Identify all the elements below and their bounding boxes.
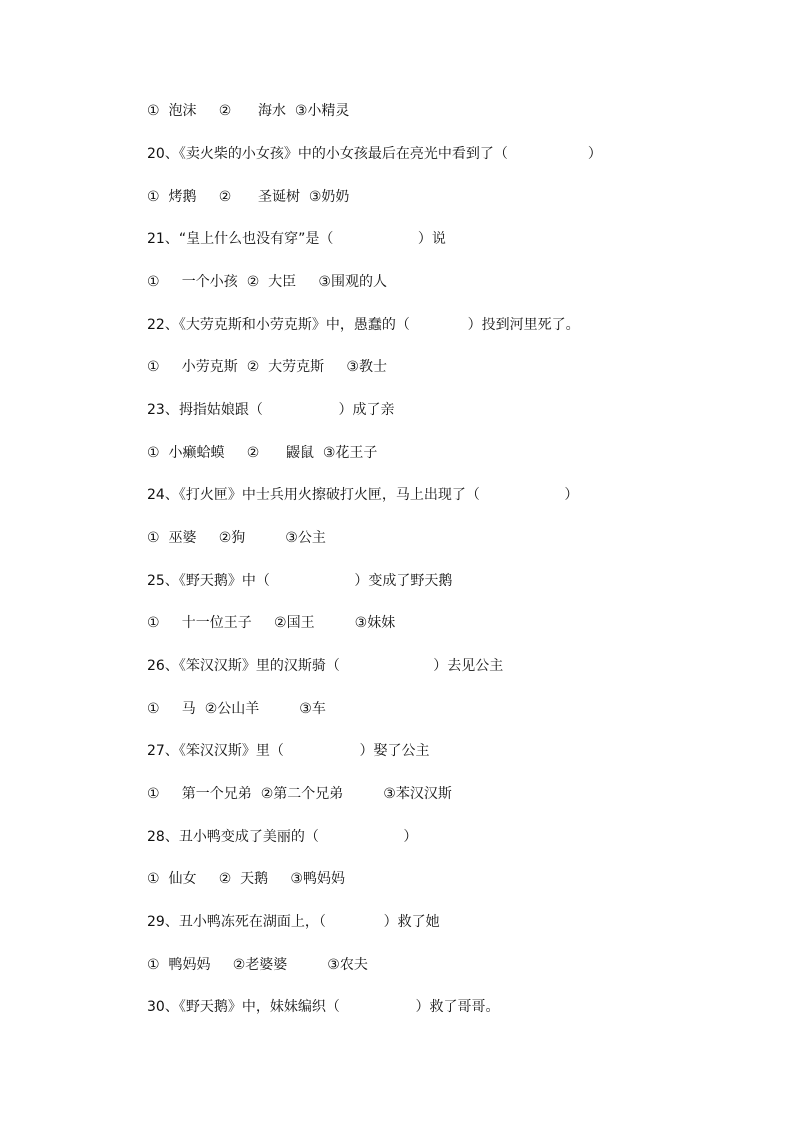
question-28: 28、丑小鸭变成了美丽的（ ） xyxy=(147,829,418,845)
answer-options-24: ① 巫婆 ②狗 ③公主 xyxy=(147,530,326,546)
question-24: 24、《打火匣》中士兵用火擦破打火匣，马上出现了（ ） xyxy=(147,487,579,503)
answer-options-21: ① 一个小孩 ② 大臣 ③围观的人 xyxy=(147,274,387,290)
answer-options-29: ① 鸭妈妈 ②老婆婆 ③农夫 xyxy=(147,957,368,973)
answer-options-28: ① 仙女 ② 天鹅 ③鸭妈妈 xyxy=(147,871,345,887)
answer-options-19: ① 泡沫 ② 海水 ③小精灵 xyxy=(147,103,350,119)
question-26: 26、《笨汉汉斯》里的汉斯骑（ ）去见公主 xyxy=(147,658,504,674)
question-20: 20、《卖火柴的小女孩》中的小女孩最后在亮光中看到了（ ） xyxy=(147,146,602,162)
question-27: 27、《笨汉汉斯》里（ ）娶了公主 xyxy=(147,743,430,759)
question-25: 25、《野天鹅》中（ ）变成了野天鹅 xyxy=(147,573,453,589)
question-21: 21、“皇上什么也没有穿”是（ ）说 xyxy=(147,231,446,247)
question-30: 30、《野天鹅》中，妹妹编织（ ）救了哥哥。 xyxy=(147,999,500,1015)
question-22: 22、《大劳克斯和小劳克斯》中，愚蠢的（ ）投到河里死了。 xyxy=(147,317,580,333)
answer-options-23: ① 小癞蛤蟆 ② 鼹鼠 ③花王子 xyxy=(147,445,378,461)
answer-options-20: ① 烤鹅 ② 圣诞树 ③奶奶 xyxy=(147,189,350,205)
question-29: 29、丑小鸭冻死在湖面上，（ ）救了她 xyxy=(147,914,440,930)
question-23: 23、拇指姑娘跟（ ）成了亲 xyxy=(147,402,395,418)
answer-options-25: ① 十一位王子 ②国王 ③妹妹 xyxy=(147,615,396,631)
answer-options-26: ① 马 ②公山羊 ③车 xyxy=(147,701,326,717)
answer-options-22: ① 小劳克斯 ② 大劳克斯 ③教士 xyxy=(147,359,387,375)
answer-options-27: ① 第一个兄弟 ②第二个兄弟 ③苯汉汉斯 xyxy=(147,786,452,802)
